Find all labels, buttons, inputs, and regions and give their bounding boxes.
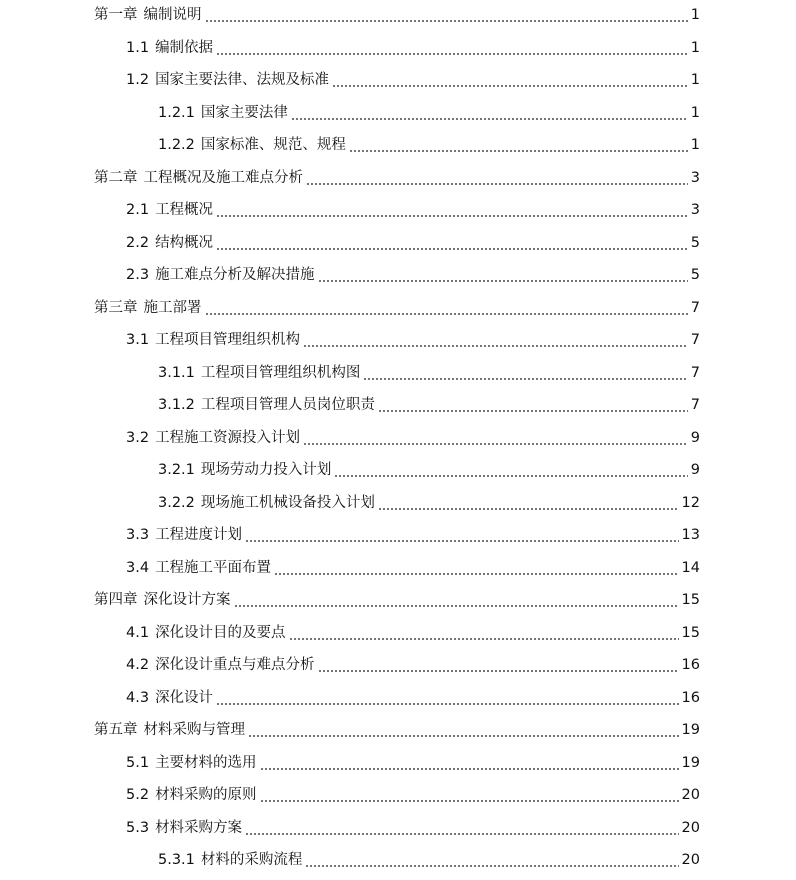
toc-entry-title: 结构概况 (155, 234, 214, 251)
toc-entry[interactable] (0, 426, 796, 450)
toc-page-number: 13 (681, 527, 700, 543)
toc-page-number: 15 (681, 592, 700, 608)
toc-entry[interactable] (0, 361, 796, 385)
toc-entry-label (94, 166, 306, 190)
toc-page-number: 20 (681, 787, 700, 803)
toc-entry-title: 国家主要法律、法规及标准 (155, 72, 330, 88)
toc-entry[interactable] (0, 68, 796, 92)
toc-dot-leader (274, 556, 678, 580)
toc-entry-label (126, 328, 303, 352)
toc-dot-leader (318, 263, 688, 287)
toc-entry-label (126, 686, 216, 710)
toc-entry-number: 1.2.1 (158, 104, 195, 121)
toc-page-number: 5 (690, 267, 700, 283)
toc-entry-number: 5.2 (126, 787, 150, 803)
toc-entry-number: 1.2 (126, 72, 150, 88)
toc-page-number: 1 (690, 72, 700, 88)
toc-page-number: 12 (681, 494, 700, 511)
toc-dot-leader (216, 198, 688, 222)
toc-entry[interactable] (0, 166, 796, 190)
toc-page-number: 7 (690, 364, 700, 381)
toc-entry-title: 材料的采购流程 (200, 852, 303, 868)
toc-page-number: 3 (690, 169, 700, 186)
toc-dot-leader (349, 133, 688, 157)
toc-dot-leader (289, 621, 679, 645)
toc-entry-title: 工程概况及施工难点分析 (143, 169, 303, 186)
toc-entry[interactable] (0, 458, 796, 482)
toc-entry-number: 5.3 (126, 819, 150, 836)
toc-entry-number: 第一章 (94, 7, 138, 23)
toc-entry-label (126, 556, 274, 580)
toc-entry-label (94, 718, 248, 742)
toc-entry[interactable] (0, 523, 796, 547)
toc-dot-leader (306, 166, 688, 190)
toc-page-number: 15 (681, 624, 700, 641)
toc-entry-label (126, 426, 303, 450)
toc-entry-number: 2.1 (126, 202, 150, 218)
toc-entry-title: 施工难点分析及解决措施 (155, 267, 315, 283)
toc-entry-title: 材料采购方案 (155, 819, 243, 836)
toc-page-number: 19 (681, 754, 700, 771)
toc-page-number: 5 (690, 234, 700, 251)
toc-entry-title: 深化设计 (155, 689, 214, 706)
toc-entry-label (158, 133, 349, 157)
toc-dot-leader (234, 588, 679, 612)
toc-dot-leader (245, 523, 678, 547)
toc-entry-number: 1.2.2 (158, 137, 195, 153)
toc-entry-number: 第五章 (94, 722, 138, 738)
toc-entry[interactable] (0, 783, 796, 807)
toc-entry-label (126, 523, 245, 547)
toc-entry-title: 深化设计目的及要点 (155, 624, 286, 641)
toc-dot-leader (216, 686, 678, 710)
toc-entry-title: 国家主要法律 (200, 104, 288, 121)
toc-entry[interactable] (0, 198, 796, 222)
toc-entry-number: 4.2 (126, 657, 150, 673)
toc-dot-leader (216, 36, 688, 60)
toc-entry[interactable] (0, 101, 796, 125)
toc-entry-title: 工程项目管理组织机构图 (200, 364, 361, 381)
toc-dot-leader (245, 816, 678, 840)
toc-entry-title: 深化设计重点与难点分析 (155, 657, 315, 673)
toc-page-number: 1 (690, 104, 700, 121)
toc-entry-title: 工程施工资源投入计划 (155, 429, 301, 446)
toc-entry-number: 3.1.1 (158, 364, 195, 381)
toc-entry[interactable] (0, 751, 796, 775)
toc-page-number: 14 (681, 559, 700, 576)
toc-dot-leader (303, 426, 688, 450)
toc-entry-number: 第四章 (94, 592, 138, 608)
toc-entry-label (158, 491, 378, 515)
toc-dot-leader (260, 751, 679, 775)
toc-dot-leader (248, 718, 679, 742)
toc-entry[interactable] (0, 588, 796, 612)
toc-entry-number: 5.3.1 (158, 852, 195, 868)
toc-entry-title: 现场劳动力投入计划 (200, 462, 332, 478)
toc-entry-title: 材料采购的原则 (155, 787, 257, 803)
toc-entry[interactable] (0, 718, 796, 742)
toc-entry-number: 第二章 (94, 169, 138, 186)
toc-page-number: 1 (690, 137, 700, 153)
toc-entry-label (126, 231, 216, 255)
toc-page-number: 9 (690, 429, 700, 446)
toc-entry-number: 1.1 (126, 39, 150, 56)
toc-entry-label (126, 36, 216, 60)
toc-entry-number: 2.3 (126, 267, 150, 283)
toc-entry-title: 施工部署 (143, 299, 202, 316)
toc-dot-leader (303, 328, 688, 352)
toc-entry[interactable] (0, 621, 796, 645)
toc-dot-leader (378, 491, 679, 515)
toc-entry-label (126, 751, 260, 775)
toc-entry-label (158, 393, 378, 417)
toc-entry-number: 4.1 (126, 624, 150, 641)
toc-dot-leader (216, 231, 688, 255)
toc-page-number: 7 (690, 397, 700, 413)
toc-page-number: 7 (690, 332, 700, 348)
toc-entry[interactable] (0, 3, 796, 27)
toc-entry-label (126, 783, 260, 807)
toc-entry-title: 工程项目管理人员岗位职责 (200, 397, 375, 413)
toc-page-number: 1 (690, 39, 700, 56)
toc-entry[interactable] (0, 36, 796, 60)
toc-entry-title: 深化设计方案 (143, 592, 231, 608)
toc-entry-number: 5.1 (126, 754, 150, 771)
toc-dot-leader (305, 848, 678, 872)
toc-dot-leader (332, 68, 688, 92)
toc-dot-leader (205, 3, 688, 27)
toc-entry[interactable] (0, 231, 796, 255)
toc-entry-title: 现场施工机械设备投入计划 (200, 494, 375, 511)
toc-entry-number: 2.2 (126, 234, 150, 251)
toc-entry-label (94, 3, 205, 27)
toc-dot-leader (291, 101, 688, 125)
toc-entry-label (126, 816, 245, 840)
toc-page-number: 16 (681, 657, 700, 673)
toc-entry-label (126, 68, 332, 92)
toc-entry-number: 3.2.1 (158, 462, 195, 478)
toc-entry-number: 3.1.2 (158, 397, 195, 413)
toc-page-number: 1 (690, 7, 700, 23)
toc-page-number: 7 (690, 299, 700, 316)
toc-page-number: 19 (681, 722, 700, 738)
toc-entry-label (126, 653, 318, 677)
toc-dot-leader (205, 296, 688, 320)
toc-entry-number: 3.1 (126, 332, 150, 348)
toc-page-number: 20 (681, 852, 700, 868)
toc-entry[interactable] (0, 816, 796, 840)
toc-entry-number: 4.3 (126, 689, 150, 706)
toc-entry-label (158, 101, 291, 125)
toc-entry-title: 主要材料的选用 (155, 754, 257, 771)
toc-entry-label (126, 621, 289, 645)
toc-dot-leader (318, 653, 679, 677)
toc-page-number: 3 (690, 202, 700, 218)
toc-entry-label (94, 588, 234, 612)
toc-entry-title: 国家标准、规范、规程 (200, 137, 346, 153)
toc-entry-label (158, 361, 363, 385)
toc-entry[interactable] (0, 393, 796, 417)
toc-entry-title: 工程项目管理组织机构 (155, 332, 301, 348)
toc-entry[interactable] (0, 848, 796, 872)
toc-entry-label (158, 458, 334, 482)
toc-entry[interactable] (0, 653, 796, 677)
toc-dot-leader (378, 393, 688, 417)
toc-dot-leader (334, 458, 687, 482)
toc-entry-title: 编制依据 (155, 39, 214, 56)
toc-page-number: 20 (681, 819, 700, 836)
toc-entry[interactable] (0, 296, 796, 320)
toc-entry[interactable] (0, 328, 796, 352)
toc-entry-title: 材料采购与管理 (143, 722, 245, 738)
toc-page-number: 9 (690, 462, 700, 478)
toc-dot-leader (363, 361, 687, 385)
toc-entry-label (126, 198, 216, 222)
toc-entry-number: 3.2.2 (158, 494, 195, 511)
toc-entry-number: 3.2 (126, 429, 150, 446)
toc-entry[interactable] (0, 491, 796, 515)
toc-entry-number: 第三章 (94, 299, 138, 316)
toc-entry-title: 编制说明 (143, 7, 202, 23)
toc-page-number: 16 (681, 689, 700, 706)
toc-entry-label (126, 263, 318, 287)
toc-entry[interactable] (0, 263, 796, 287)
toc-entry[interactable] (0, 556, 796, 580)
toc-dot-leader (260, 783, 679, 807)
toc-entry-title: 工程进度计划 (155, 527, 243, 543)
toc-entry-number: 3.3 (126, 527, 150, 543)
toc-entry[interactable] (0, 133, 796, 157)
toc-entry[interactable] (0, 686, 796, 710)
toc-entry-number: 3.4 (126, 559, 150, 576)
toc-entry-label (94, 296, 205, 320)
toc-entry-title: 工程施工平面布置 (155, 559, 272, 576)
toc-entry-label (158, 848, 305, 872)
toc-entry-title: 工程概况 (155, 202, 214, 218)
